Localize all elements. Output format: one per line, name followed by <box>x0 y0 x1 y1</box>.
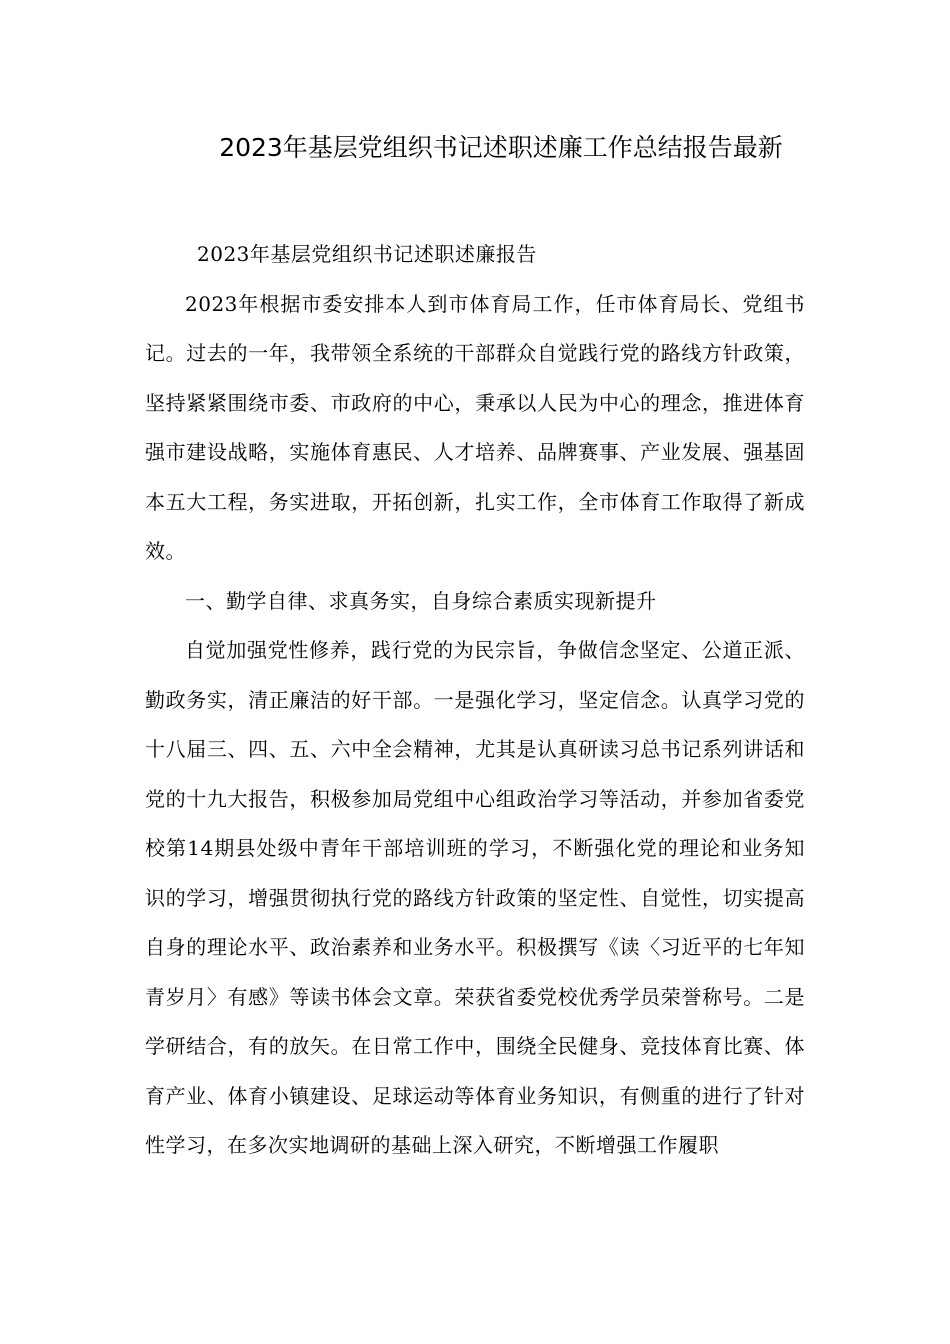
paragraph-section-1: 自觉加强党性修养，践行党的为民宗旨，争做信念坚定、公道正派、勤政务实，清正廉洁的好干部。一是强化学习，坚定信念。认真学习党的十八届三、四、五、六中全会精神，尤其是认真研读习总书记系列讲话和党的十九大报告，积极参加局党组中心组政治学习等活动，并参加省委党校第14期县处级中青年干部培训班的学习，不断强化党的理论和业务知识的学习，增强贯彻执行党的路线方针政策的坚定性、自觉性，切实提高自身的理论水平、政治素养和业务水平。积极撰写《读〈习近平的七年知青岁月〉有感》等读书体会文章。荣获省委党校优秀学员荣誉称号。二是学研结合，有的放矢。在日常工作中，围绕全民健身、竞技体育比赛、体育产业、体育小镇建设、足球运动等体育业务知识，有侧重的进行了针对性学习，在多次实地调研的基础上深入研究，不断增强工作履职 <box>145 638 805 1157</box>
document-body <box>145 230 805 1171</box>
report-subtitle: 2023年基层党组织书记述职述廉报告 <box>197 242 537 266</box>
document-title: 2023年基层党组织书记述职述廉工作总结报告最新 <box>219 133 783 162</box>
paragraph-intro: 2023年根据市委安排本人到市体育局工作，任市体育局长、党组书记。过去的一年，我带领全系统的干部群众自觉践行党的路线方针政策，坚持紧紧围绕市委、市政府的中心，秉承以人民为中心的理念，推进体育强市建设战略，实施体育惠民、人才培养、品牌赛事、产业发展、强基固本五大工程，务实进取，开拓创新，扎实工作，全市体育工作取得了新成效。 <box>145 291 805 563</box>
section-heading-1: 一、勤学自律、求真务实，自身综合素质实现新提升 <box>185 588 657 613</box>
